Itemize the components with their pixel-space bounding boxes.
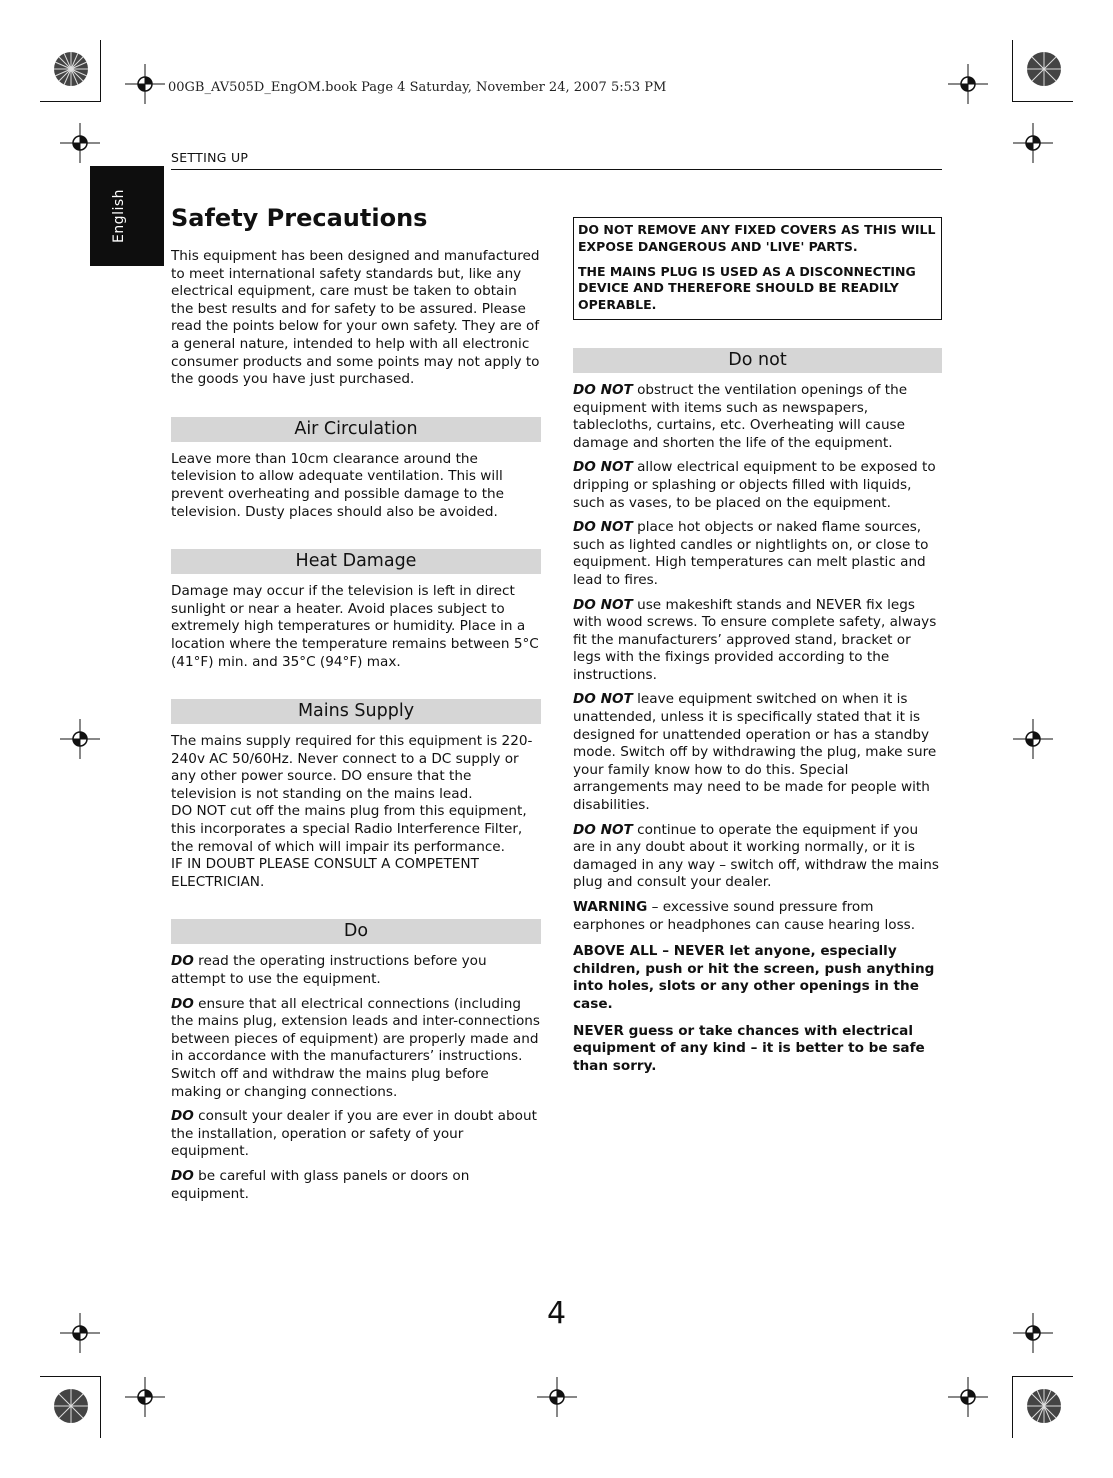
crosshair-mark-icon [1013, 719, 1053, 759]
heat-damage-text: Damage may occur if the television is left in direct sunlight or near a heater. Avoid places subject to extremely high temperatures or humidity. Place in a location where the temperature remains between 5°C (41°F) min. and 35°C (94°F) max. [171, 583, 539, 670]
crop-line [100, 1376, 101, 1438]
crop-line [40, 101, 101, 102]
crosshair-mark-icon [60, 123, 100, 163]
mains-supply-text: IF IN DOUBT PLEASE CONSULT A COMPETENT ELECTRICIAN. [171, 856, 479, 890]
crop-line [100, 40, 101, 102]
crosshair-mark-icon [125, 64, 165, 104]
print-header: 00GB_AV505D_EngOM.book Page 4 Saturday, November 24, 2007 5:53 PM [168, 80, 667, 95]
crosshair-mark-icon [948, 64, 988, 104]
left-column [171, 204, 541, 1210]
do-not-item: DO NOT place hot objects or naked flame sources, such as lighted candles or nightlights on, or close to equipment. High temperatures can melt plastic and lead to fires. [573, 519, 929, 588]
warning-box-line: DO NOT REMOVE ANY FIXED COVERS AS THIS WILL EXPOSE DANGEROUS AND 'LIVE' PARTS. [578, 222, 936, 254]
crop-line [1012, 101, 1073, 102]
mains-supply-text: DO NOT cut off the mains plug from this equipment, this incorporates a special Radio Interference Filter, the removal of which will impair its performance. [171, 803, 527, 855]
language-tab-label: English [111, 188, 127, 244]
air-circulation-heading: Air Circulation [171, 417, 541, 442]
crop-line [1012, 1376, 1013, 1438]
do-item: DO be careful with glass panels or doors on equipment. [171, 1167, 470, 1202]
crop-line [1012, 1376, 1073, 1377]
language-tab [90, 166, 164, 266]
crop-line [40, 1376, 101, 1377]
air-circulation-text: Leave more than 10cm clearance around the television to allow adequate ventilation. This will prevent overheating and possible damage to the television. Dusty places should also be avoided. [171, 450, 505, 520]
right-column [573, 217, 942, 1084]
intro-paragraph: This equipment has been designed and manufactured to meet international safety standards but, like any electrical equipment, care must be taken to obtain the best results and for safety to be assured. Please read the points below for your own safety. They are of a general nature, intended to help with all electronic consumer products and some points may not apply to the goods you have just purchased. [171, 248, 540, 388]
page-number: 4 [546, 1296, 567, 1331]
mains-supply-heading: Mains Supply [171, 699, 541, 724]
crosshair-mark-icon [1013, 123, 1053, 163]
warning-box [573, 217, 942, 320]
mains-supply-text: The mains supply required for this equipment is 220-240v AC 50/60Hz. Never connect to a DC supply or any other power source. DO ensure that the television is not standing on the mains lead. [171, 733, 533, 802]
do-item: DO consult your dealer if you are ever in doubt about the installation, operation or safety of your equipment. [171, 1108, 537, 1160]
registration-rosette-icon [51, 1386, 91, 1426]
registration-rosette-icon [1024, 49, 1064, 89]
do-heading: Do [171, 919, 541, 944]
crosshair-mark-icon [60, 719, 100, 759]
do-not-item: DO NOT allow electrical equipment to be exposed to dripping or splashing or objects filled with liquids, such as vases, to be placed on the equipment. [573, 459, 936, 511]
registration-rosette-icon [1024, 1386, 1064, 1426]
never-guess-paragraph: NEVER guess or take chances with electrical equipment of any kind – it is better to be safe than sorry. [573, 1022, 925, 1074]
heat-damage-heading: Heat Damage [171, 549, 541, 574]
registration-rosette-icon [51, 49, 91, 89]
above-all-paragraph: ABOVE ALL – NEVER let anyone, especially children, push or hit the screen, push anything into holes, slots or any other openings in the case. [573, 943, 935, 1012]
crosshair-mark-icon [125, 1377, 165, 1417]
crosshair-mark-icon [948, 1377, 988, 1417]
do-item: DO read the operating instructions before you attempt to use the equipment. [171, 953, 487, 988]
do-item: DO ensure that all electrical connections (including the mains plug, extension leads and inter-connections between pieces of equipment) are properly made and in accordance with the manufacturers’ instructions. Switch off and withdraw the mains plug before making or changing connections. [171, 995, 540, 1100]
do-not-heading: Do not [573, 348, 942, 373]
section-label: SETTING UP [171, 150, 249, 165]
crosshair-mark-icon [537, 1377, 577, 1417]
page-title: Safety Precautions [171, 204, 428, 232]
crop-line [1012, 40, 1013, 102]
warning-box-line: THE MAINS PLUG IS USED AS A DISCONNECTING DEVICE AND THEREFORE SHOULD BE READILY OPERABLE. [578, 263, 916, 313]
hearing-warning: WARNING – excessive sound pressure from earphones or headphones can cause hearing loss. [573, 899, 916, 933]
header-rule [171, 169, 942, 170]
do-not-item: DO NOT leave equipment switched on when it is unattended, unless it is specifically stated that it is designed for unattended operation or has a standby mode. Switch off by withdrawing the plug, make sure your family know how to do this. Special arrangements may need to be made for people with disabilities. [573, 691, 937, 814]
do-not-item: DO NOT use makeshift stands and NEVER fix legs with wood screws. To ensure complete safety, always fit the manufacturers’ approved stand, bracket or legs with the fixings provided according to the instructions. [573, 596, 937, 683]
do-not-item: DO NOT continue to operate the equipment if you are in any doubt about it working normally, or it is damaged in any way – switch off, withdraw the mains plug and consult your dealer. [573, 821, 939, 891]
do-not-item: DO NOT obstruct the ventilation openings of the equipment with items such as newspapers, tablecloths, curtains, etc. Overheating will cause damage and shorten the life of the equipment. [573, 381, 908, 451]
